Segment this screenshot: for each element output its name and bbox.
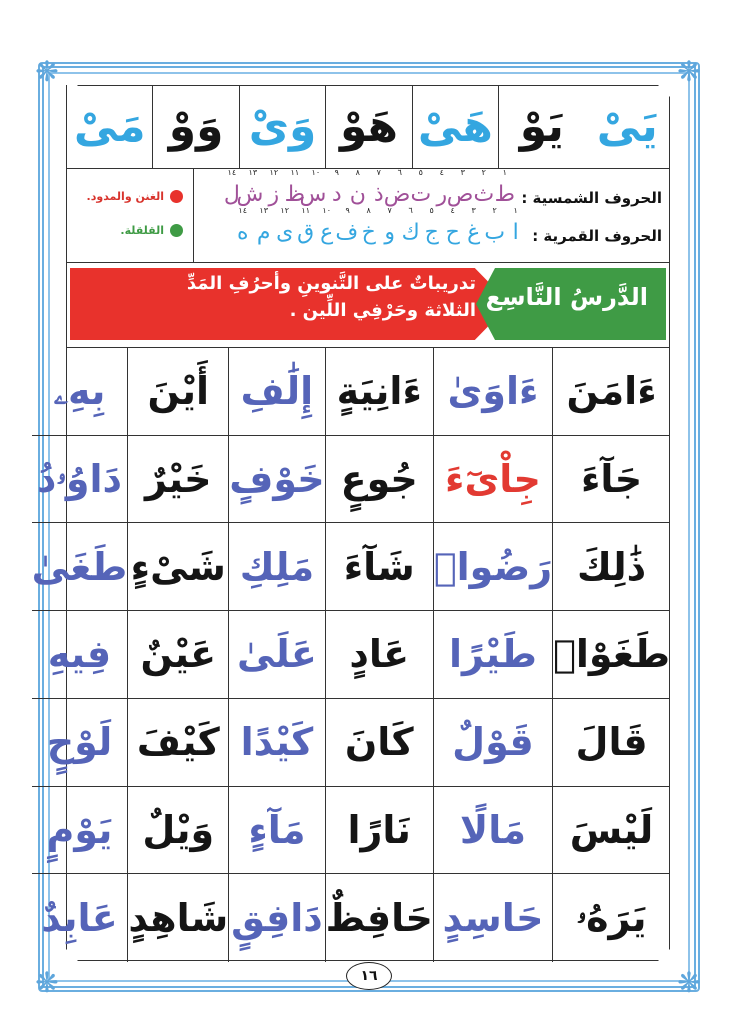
letter-glyph: ق: [297, 220, 315, 245]
letter-number: ٧: [376, 168, 381, 177]
legend-label: الغنن والمدود.: [86, 190, 164, 203]
word-cell: بِهِۦ: [32, 348, 128, 436]
header-cell: هَىْ: [412, 85, 498, 168]
shamsi-letters: [221, 168, 662, 207]
page-number: ١٦: [346, 962, 392, 990]
word-cell: مَلِكِ: [228, 523, 324, 611]
letter-glyph: ع: [320, 220, 334, 245]
legend-label: القلقلة.: [120, 224, 164, 237]
word-cell: طَغَوْا۟: [552, 611, 670, 699]
letter-number: ١١: [290, 168, 300, 177]
word-cell: مَالًا: [433, 787, 552, 875]
letter-glyph: ظ: [284, 182, 305, 207]
header-cell: وَىْ: [239, 85, 325, 168]
letter-number: ١: [513, 206, 518, 215]
letter: [221, 168, 242, 207]
word-cell: كَيْفَ: [127, 699, 228, 787]
letter-glyph: ز: [268, 182, 280, 207]
letter: [253, 206, 274, 245]
letter-number: ٩: [345, 206, 350, 215]
letter-number: ٢: [481, 168, 486, 177]
letter: [299, 168, 327, 207]
word-cell: عَابِدٌ: [41, 896, 118, 941]
word-cell: لَيْسَ: [552, 787, 670, 875]
letter-glyph: ش: [236, 182, 264, 207]
letter-glyph: ف: [335, 220, 359, 245]
word-cell: عَيْنٌ: [127, 611, 228, 699]
corner-ornament-icon: ❋: [35, 966, 59, 999]
word-cell: شَآءَ: [325, 523, 433, 611]
header-cell: هَوْ: [325, 85, 411, 168]
lesson-banner: [66, 265, 670, 343]
letter: [347, 168, 368, 207]
letter-number: ٢: [492, 206, 497, 215]
letter-glyph: د: [331, 182, 342, 207]
letter-glyph: ه: [236, 220, 249, 245]
letter: [505, 206, 526, 245]
letter-number: ٩: [334, 168, 339, 177]
green-dot-icon: [170, 224, 183, 237]
letter: [473, 168, 495, 207]
letter-number: ٧: [387, 206, 392, 215]
subtitle-line-1: تدريباتٌ على التَّنوينِ وأحرُفِ المَدِّ: [186, 273, 476, 294]
lesson-panel: [31, 85, 670, 961]
letter: [431, 168, 452, 207]
word-cell: جَآءَ: [552, 436, 670, 524]
letter: [326, 168, 347, 207]
word-cell: ذَٰلِكَ: [552, 523, 670, 611]
letter-glyph: ض: [383, 182, 411, 207]
letter-number: ٥: [418, 168, 423, 177]
letter-number: ١٢: [280, 206, 289, 215]
color-legend: [66, 168, 194, 262]
letter-glyph: ط: [494, 182, 515, 207]
letter-glyph: س: [299, 182, 327, 207]
letter: [368, 168, 389, 207]
letter-number: ٨: [355, 168, 360, 177]
word-cell: ءَامَنَ: [552, 348, 670, 436]
word-cell: حَاسِدٍ: [433, 874, 552, 962]
letter: [494, 168, 515, 207]
legend-row: [66, 168, 670, 263]
legend-item-ghunnah: [87, 190, 183, 203]
word-cell: ءَانِيَةٍ: [325, 348, 433, 436]
letter: [335, 206, 359, 245]
word-cell: فِيهِ: [32, 611, 128, 699]
letter-number: ١٢: [269, 168, 279, 177]
word-cell: وَيْلٌ: [127, 787, 228, 875]
word-cell: شَاهِدٍ: [127, 874, 228, 962]
letters-legend: [194, 168, 670, 262]
letter: [284, 168, 305, 207]
word-cell: دَافِقٍ: [228, 874, 324, 962]
qamari-letters: [232, 206, 662, 245]
letter-number: ١٠: [322, 206, 331, 215]
letter-glyph: ى: [276, 220, 294, 245]
word-cell: جِاْىٓءَ: [433, 436, 552, 524]
letter-number: ٦: [408, 206, 413, 215]
word-cell: يَوْمٍ: [32, 787, 128, 875]
header-cell: مَىْ: [66, 85, 152, 168]
letter: [274, 206, 295, 245]
letter-glyph: ر: [436, 182, 448, 207]
word-cell: ءَاوَىٰ: [433, 348, 552, 436]
letter-glyph: ن: [349, 182, 366, 207]
letter-glyph: ج: [424, 220, 439, 245]
qamari-label: الحروف القمرية :: [532, 227, 662, 245]
letter-glyph: م: [256, 220, 271, 245]
letter-glyph: ح: [445, 220, 460, 245]
word-cell: خَوْفٍ: [228, 436, 324, 524]
letter: [421, 206, 442, 245]
word-cell: قَوْلٌ: [433, 699, 552, 787]
word-cell: لَوْحٍ: [32, 699, 128, 787]
lesson-title: الدَّرسُ التَّاسِع: [485, 283, 648, 311]
letter-number: ٤: [439, 168, 444, 177]
letter: [379, 206, 400, 245]
letter-number: ٨: [366, 206, 371, 215]
letter-number: ٦: [397, 168, 402, 177]
letter-number: ٤: [450, 206, 455, 215]
corner-ornament-icon: ❋: [35, 55, 59, 88]
letter: [446, 168, 474, 207]
word-cell: طَغَىٰ: [32, 523, 128, 611]
word-cell: خَيْرٌ: [127, 436, 228, 524]
shamsi-label: الحروف الشمسية :: [521, 189, 662, 207]
word-cell: دَاوُۥدُ: [32, 436, 128, 524]
letter-glyph: ذ: [373, 182, 384, 207]
word-cell: حَافِظٌ: [325, 874, 433, 962]
letter-number: ١٤: [227, 168, 237, 177]
letter-glyph: خ: [361, 220, 376, 245]
letter-glyph: غ: [467, 220, 481, 245]
word-cell: عَادٍ: [325, 611, 433, 699]
word-cell: طَيْرًا: [433, 611, 552, 699]
letter: [484, 206, 506, 245]
letter-glyph: ل: [223, 182, 240, 207]
letter: [232, 206, 253, 245]
letter: [295, 206, 316, 245]
letter-glyph: ا: [512, 220, 519, 245]
word-cell: قَالَ: [552, 699, 670, 787]
word-cell: رَضُوا۟: [433, 523, 552, 611]
letter-glyph: ت: [410, 182, 432, 207]
letter: [400, 206, 421, 245]
letter: [236, 168, 264, 207]
letter-number: ١: [502, 168, 507, 177]
letter-glyph: ك: [401, 220, 420, 245]
corner-ornament-icon: ❋: [677, 966, 701, 999]
word-cell: شَىْءٍ: [127, 523, 228, 611]
word-cell: أَيْنَ: [127, 348, 228, 436]
letter-number: ١١: [301, 206, 310, 215]
red-dot-icon: [170, 190, 183, 203]
subtitle-line-2: الثلاثة وحَرْفِي اللِّين .: [289, 300, 476, 321]
letter-number: ١٤: [238, 206, 247, 215]
word-cell: جُوعٍ: [325, 436, 433, 524]
letter-glyph: و: [384, 220, 396, 245]
word-cell: يَرَهُۥ: [552, 874, 670, 962]
letter: [410, 168, 432, 207]
header-cell: يَوْ: [498, 85, 584, 168]
letter: [263, 168, 284, 207]
letter: [358, 206, 379, 245]
letter: [442, 206, 463, 245]
word-cell: كَانَ: [325, 699, 433, 787]
word-cell: عَلَىٰ: [228, 611, 324, 699]
header-cell: وَوْ: [152, 85, 238, 168]
letter-glyph: ص: [446, 182, 474, 207]
corner-ornament-icon: ❋: [677, 55, 701, 88]
letter-number: ٣: [471, 206, 476, 215]
letter-glyph: ب: [484, 220, 506, 245]
word-cell: كَيْدًا: [228, 699, 324, 787]
header-letter-row: [66, 85, 670, 169]
header-cell: يَىْ: [596, 101, 658, 152]
letter-number: ٣: [460, 168, 465, 177]
letter: [383, 168, 411, 207]
word-cell: مَآءٍ: [228, 787, 324, 875]
letter-number: ١٠: [311, 168, 321, 177]
letter: [463, 206, 484, 245]
legend-item-qalqalah: [120, 224, 183, 237]
letter: [316, 206, 337, 245]
letter-glyph: ث: [473, 182, 495, 207]
letter-number: ١٣: [259, 206, 268, 215]
letter-number: ٥: [429, 206, 434, 215]
banner-subtitle: [76, 270, 476, 324]
word-grid: [31, 347, 670, 962]
letter-number: ١٣: [248, 168, 258, 177]
word-cell: إِلَٰفِ: [228, 348, 324, 436]
word-cell: نَارًا: [325, 787, 433, 875]
